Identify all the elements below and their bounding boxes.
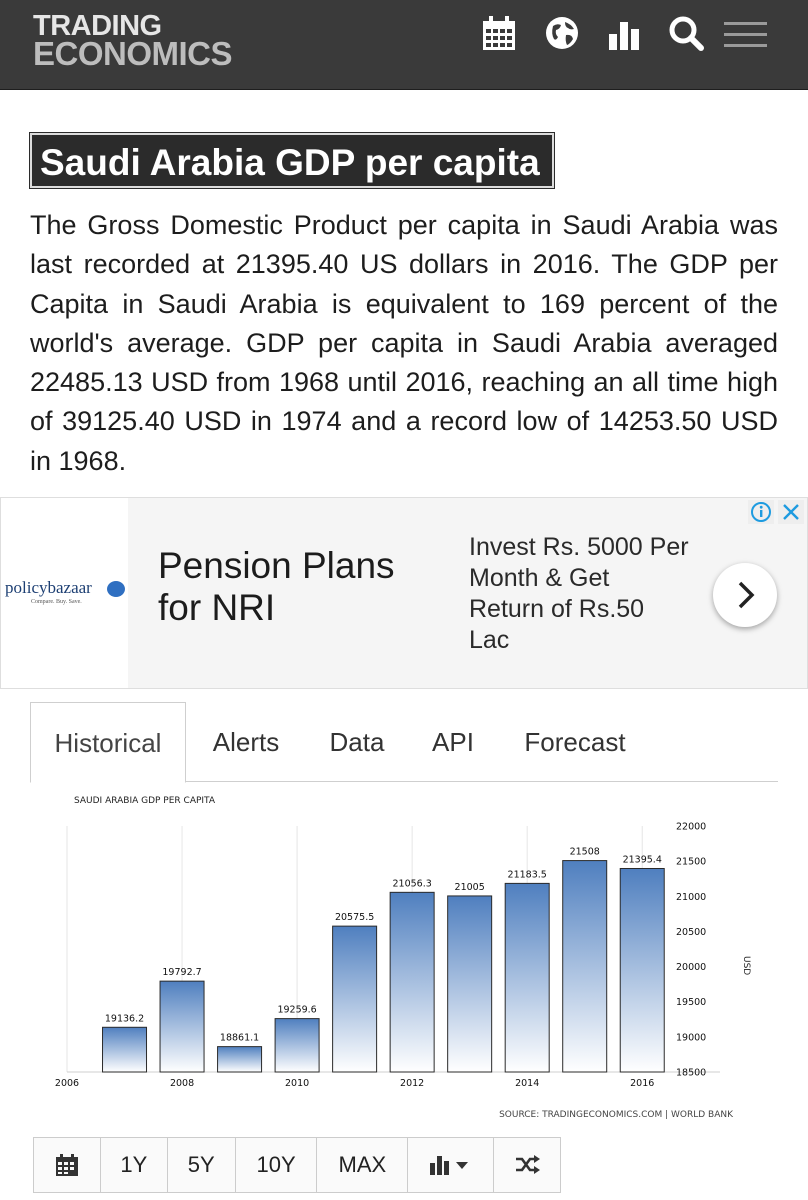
- ad-brand-name: policybazaar: [5, 578, 92, 597]
- bar-value-label: 20575.5: [334, 912, 375, 924]
- bar-value-label: 21508: [569, 846, 600, 858]
- range-max-button[interactable]: MAX: [317, 1138, 408, 1192]
- globe-icon[interactable]: [543, 14, 583, 54]
- y-tick-label: 21500: [676, 856, 707, 868]
- ad-brand-tagline: Compare. Buy. Save.: [31, 599, 82, 605]
- tab-historical[interactable]: Historical: [30, 702, 186, 783]
- top-navigation-bar: [0, 0, 808, 90]
- ad-brand-badge: [107, 581, 125, 597]
- bar-2016[interactable]: [620, 868, 664, 1072]
- chart-type-dropdown[interactable]: [408, 1138, 494, 1192]
- ad-headline: Pension Plans for NRI: [158, 545, 395, 628]
- ad-next-button[interactable]: [713, 563, 777, 627]
- bar-value-label: 19792.7: [162, 967, 202, 979]
- bar-2008[interactable]: [160, 981, 204, 1072]
- bar-chart-icon[interactable]: [605, 14, 645, 54]
- y-tick-label: 20000: [676, 962, 707, 974]
- ad-body-text: Invest Rs. 5000 Per Month & Get Return of Rs.50 Lac: [469, 533, 689, 654]
- calendar-icon: [55, 1153, 79, 1177]
- y-tick-label: 18500: [676, 1067, 707, 1079]
- menu-icon[interactable]: [724, 14, 768, 54]
- bar-chart-dropdown-icon: [428, 1153, 474, 1177]
- chart-title: SAUDI ARABIA GDP PER CAPITA: [74, 796, 216, 806]
- y-tick-label: 19500: [676, 997, 707, 1009]
- bar-2015[interactable]: [563, 861, 607, 1072]
- x-tick-label: 2006: [54, 1078, 80, 1089]
- bar-2013[interactable]: [448, 896, 492, 1072]
- bar-value-label: 21395.4: [622, 854, 662, 866]
- tab-api[interactable]: API: [432, 727, 474, 757]
- bar-2011[interactable]: [333, 926, 377, 1072]
- y-tick-label: 19000: [676, 1032, 707, 1044]
- calendar-range-button[interactable]: [34, 1138, 101, 1192]
- tab-alerts[interactable]: Alerts: [212, 727, 280, 757]
- bar-2010[interactable]: [275, 1019, 319, 1072]
- chart-svg: [30, 782, 778, 1130]
- x-tick-label: 2016: [630, 1078, 655, 1089]
- x-tick-label: 2008: [169, 1078, 195, 1089]
- range-10y-button[interactable]: 10Y: [236, 1138, 318, 1192]
- bar-value-label: 21056.3: [392, 878, 432, 890]
- calendar-icon[interactable]: [480, 14, 520, 54]
- logo-line-1: TRADING: [33, 10, 162, 42]
- page-description: The Gross Domestic Product per capita in Saudi Arabia was last recorded at 21395.40 US dollars in 2016. The GDP per Capita in Saudi Arabia is equivalent to 169 percent of the world's average. GDP per capita in Saudi Arabia averaged 22485.13 USD from 1968 until 2016, reaching an all time high of 39125.40 USD in 1974 and a record low of 14253.50 USD in 1968.: [30, 210, 778, 476]
- bar-2007[interactable]: [103, 1027, 147, 1072]
- tab-data[interactable]: Data: [329, 727, 385, 757]
- trading-economics-logo[interactable]: [33, 10, 233, 72]
- bar-2009[interactable]: [218, 1047, 262, 1072]
- bar-value-label: 21005: [454, 881, 485, 893]
- x-tick-label: 2010: [285, 1078, 310, 1089]
- chart-source: SOURCE: TRADINGECONOMICS.COM | WORLD BANK: [499, 1110, 733, 1120]
- shuffle-icon: [514, 1154, 540, 1176]
- search-icon[interactable]: [667, 14, 707, 54]
- advertisement-banner[interactable]: [0, 497, 808, 689]
- bar-value-label: 19136.2: [104, 1013, 145, 1025]
- bar-value-label: 18861.1: [219, 1032, 260, 1044]
- bar-2014[interactable]: [505, 883, 549, 1072]
- tab-forecast[interactable]: Forecast: [524, 727, 626, 757]
- page-title: Saudi Arabia GDP per capita: [30, 133, 554, 188]
- ad-brand-logo: [1, 498, 128, 688]
- chart-tabs: [30, 702, 778, 782]
- x-tick-label: 2014: [515, 1078, 540, 1089]
- logo-line-2: ECONOMICS: [33, 35, 233, 72]
- bar-2012[interactable]: [390, 892, 434, 1072]
- y-tick-label: 21000: [676, 891, 707, 903]
- compare-button[interactable]: [494, 1138, 560, 1192]
- ad-content[interactable]: [128, 498, 808, 688]
- chart-toolbar: [33, 1137, 561, 1193]
- y-axis-label: USD: [741, 956, 751, 976]
- close-icon[interactable]: [778, 500, 804, 524]
- gdp-per-capita-chart: [30, 782, 778, 1130]
- chevron-right-icon: [713, 563, 777, 627]
- y-tick-label: 22000: [676, 821, 707, 833]
- bar-value-label: 19259.6: [277, 1004, 317, 1016]
- x-tick-label: 2012: [400, 1078, 425, 1089]
- y-tick-label: 20500: [676, 926, 707, 938]
- info-icon[interactable]: [748, 500, 774, 524]
- range-1y-button[interactable]: 1Y: [101, 1138, 168, 1192]
- range-5y-button[interactable]: 5Y: [168, 1138, 236, 1192]
- bar-value-label: 21183.5: [507, 869, 547, 881]
